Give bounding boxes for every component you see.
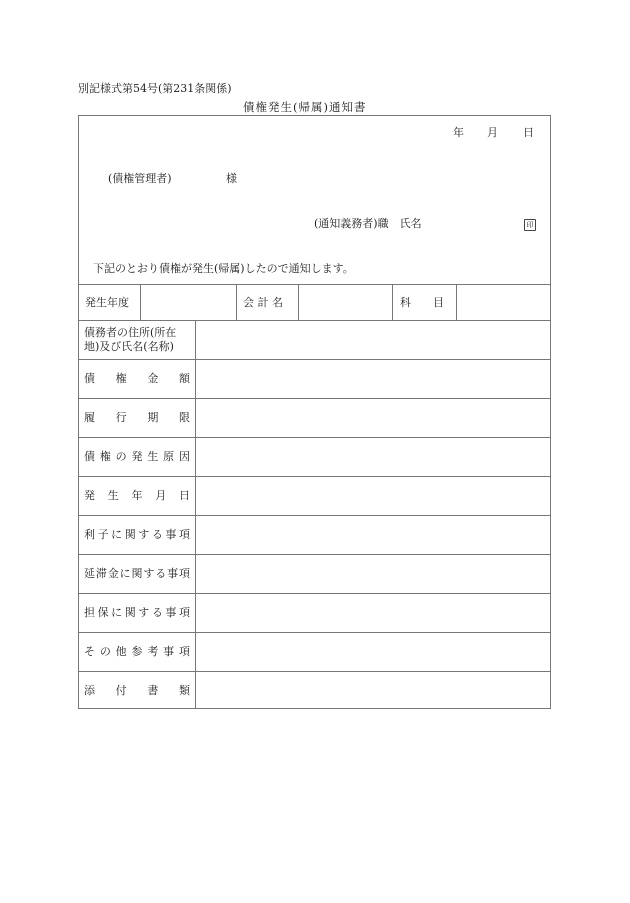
label-character: 項 [178,606,190,619]
debtor-label-line1: 債務者の住所(所在 [84,326,177,339]
seal-mark-glyph: 印 [524,219,536,231]
fiscal-year-label: 発生年度 [85,296,129,309]
grid-line [78,671,551,672]
label-character: 金 [107,567,119,580]
grid-line [195,320,196,709]
grid-line [78,398,551,399]
label-character: 事 [167,567,179,580]
label-character: 因 [178,450,190,463]
grid-line [78,554,551,555]
honorific-label: 様 [226,172,237,185]
label-character: 関 [124,528,136,541]
label-character: 行 [115,411,127,424]
form-title: 債権発生(帰属)通知書 [243,100,367,114]
item-label: 科 目 [400,296,444,309]
grid-line [78,515,551,516]
label-character: る [151,528,163,541]
debtor-label-line2: 地)及び氏名(名称) [84,340,174,353]
collateral-label [84,606,190,620]
label-character: 関 [131,567,143,580]
grid-line [392,284,393,320]
interest-label [84,528,190,542]
label-character: 滞 [95,567,107,580]
attachments-label [84,684,190,698]
other-reference-label [84,645,190,659]
label-character: そ [84,645,95,658]
label-character: 延 [84,567,95,580]
label-character: る [151,606,163,619]
label-character: 事 [163,645,175,658]
label-character: 子 [97,528,109,541]
label-character: 利 [84,528,95,541]
label-character: 生 [147,450,159,463]
label-character: に [111,528,123,541]
label-character: 年 [131,489,143,502]
sender-label: (通知義務者)職 氏名 [314,217,422,230]
label-character: 権 [99,450,111,463]
label-character: 限 [178,411,190,424]
label-character: 期 [147,411,159,424]
label-character: す [143,567,155,580]
label-character: 関 [124,606,136,619]
label-character: 原 [163,450,175,463]
label-character: 履 [84,411,95,424]
account-name-label: 会 計 名 [243,296,283,309]
grid-line [456,284,457,320]
label-character: す [138,606,150,619]
label-character: 金 [147,372,159,385]
label-character: の [99,645,111,658]
label-character: 額 [178,372,190,385]
grid-line [78,320,551,321]
date-year-label: 年 [453,126,464,139]
claim-cause-label [84,450,190,464]
label-character: 債 [84,450,95,463]
label-character: 類 [178,684,190,697]
label-character: の [115,450,127,463]
occurrence-date-label [84,489,190,503]
grid-line [78,437,551,438]
label-character: 項 [178,528,190,541]
grid-line [236,284,237,320]
label-character: 添 [84,684,95,697]
label-character: 付 [115,684,127,697]
label-character: 担 [84,606,95,619]
label-character: 日 [179,489,190,502]
label-character: 事 [165,606,177,619]
label-character: 項 [178,645,190,658]
grid-line [78,476,551,477]
grid-line [78,284,551,285]
label-character: 債 [84,372,95,385]
label-character: す [138,528,150,541]
label-character: 権 [115,372,127,385]
label-character: 書 [147,684,159,697]
label-character: に [119,567,131,580]
label-character: 発 [84,489,95,502]
label-character: 保 [97,606,109,619]
form-number: 別記様式第54号(第231条関係) [78,82,232,95]
grid-line [78,632,551,633]
label-character: 考 [147,645,159,658]
grid-line [140,284,141,320]
grid-line [78,593,551,594]
notice-statement: 下記のとおり債権が発生(帰属)したので通知します。 [93,262,354,275]
date-month-label: 月 [487,126,498,139]
date-day-label: 日 [523,126,534,139]
label-character: 生 [107,489,119,502]
grid-line [78,359,551,360]
seal-mark [524,217,536,231]
due-date-label [84,411,190,425]
claim-amount-label [84,372,190,386]
label-character: に [111,606,123,619]
label-character: 項 [179,567,190,580]
label-character: 月 [155,489,167,502]
label-character: 事 [165,528,177,541]
addressee-label: (債権管理者) [108,172,172,185]
label-character: 発 [131,450,143,463]
late-fee-label [84,567,190,581]
debtor-address-name-label [84,326,192,354]
grid-line [298,284,299,320]
label-character: 参 [131,645,143,658]
label-character: 他 [115,645,127,658]
label-character: る [155,567,167,580]
